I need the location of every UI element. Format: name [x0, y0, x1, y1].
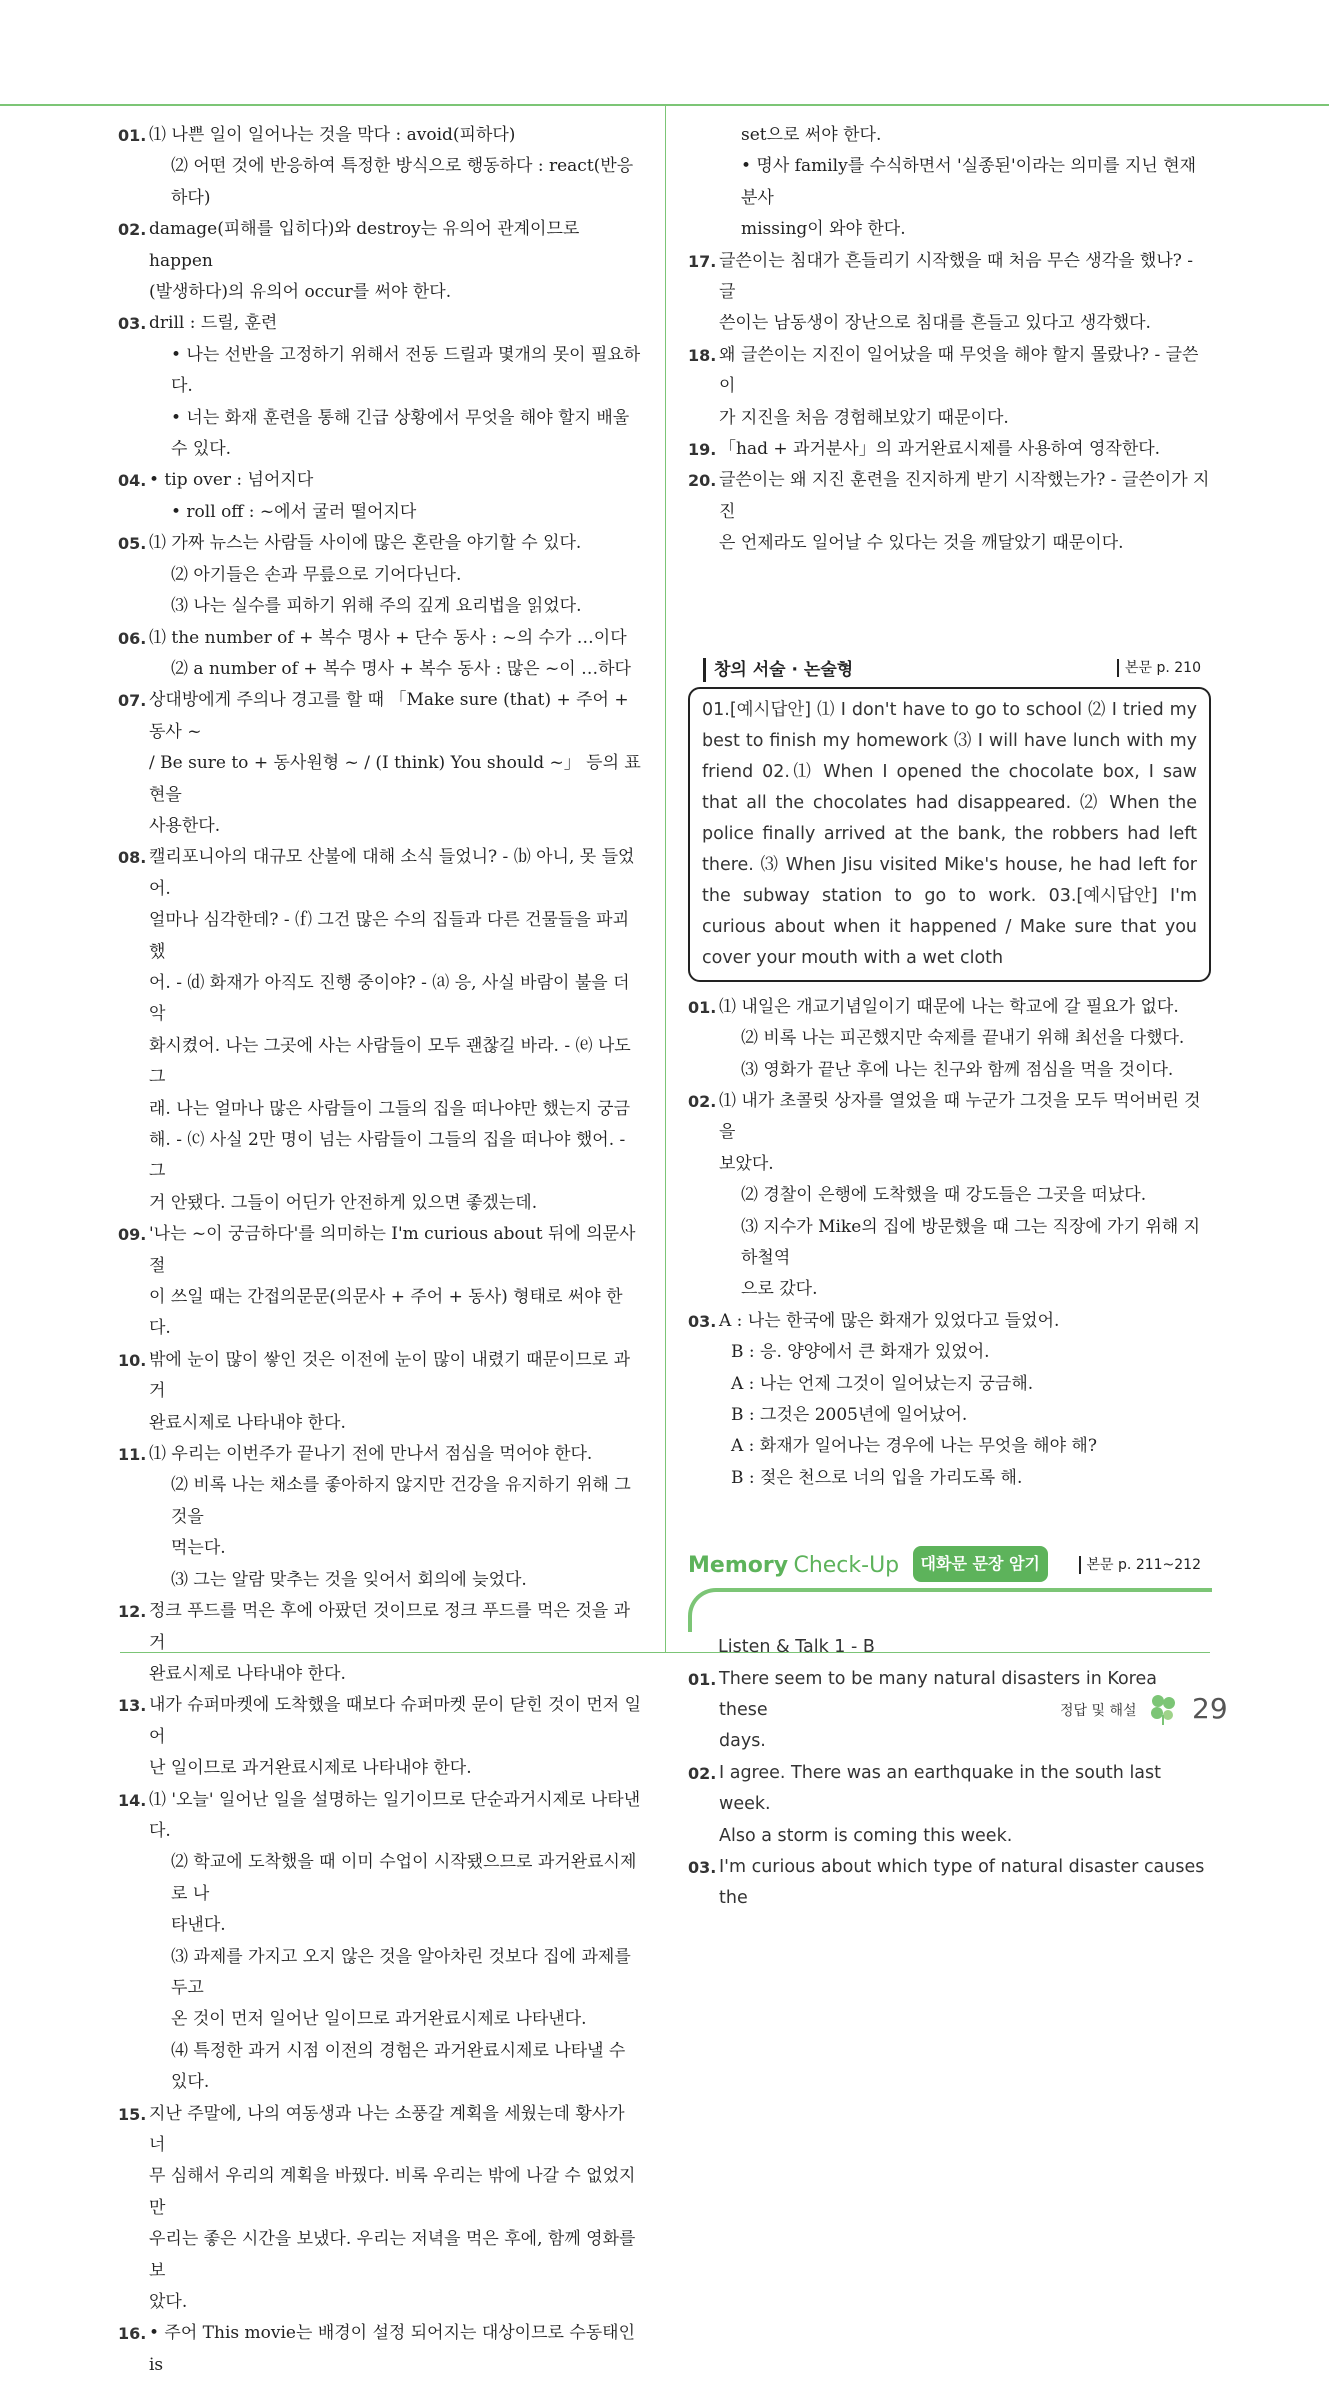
answer-line: missing이 와야 한다.: [741, 219, 906, 240]
answer-item: [118, 2318, 643, 2381]
answer-line: ⑴ the number of + 복수 명사 + 단수 동사 : ~의 수가 …이다: [149, 627, 627, 648]
page-number: 29: [1192, 1692, 1228, 1725]
answer-line: ⑴ 우리는 이번주가 끝나기 전에 만나서 점심을 먹어야 한다.: [149, 1444, 593, 1465]
answer-number: 02.: [688, 1763, 717, 1783]
answer-line: 「had + 과거분사」의 과거완료시제를 사용하여 영작한다.: [719, 439, 1161, 460]
answer-line: set으로 써야 한다.: [741, 125, 882, 145]
answer-line: 먹는다.: [171, 1538, 226, 1559]
answer-line: I'm curious about which type of natural disaster causes the: [719, 1857, 1205, 1909]
answer-line: 우리는 좋은 시간을 보냈다. 우리는 저녁을 먹은 후에, 함께 영화를 보: [149, 2229, 636, 2281]
answer-item: [118, 685, 643, 842]
answer-item: [118, 1345, 643, 1439]
answer-line: ⑷ 특정한 과거 시점 이전의 경험은 과거완료시제로 나타낼 수 있다.: [171, 2040, 626, 2093]
answer-item: [688, 1463, 1211, 1494]
answer-line: 밖에 눈이 많이 쌓인 것은 이전에 눈이 많이 내렸기 때문이므로 과거: [149, 1349, 631, 1402]
answer-item: [118, 308, 643, 339]
answer-item: [118, 1942, 643, 2036]
answer-number: 14.: [118, 1790, 147, 1810]
answer-line: 해. - ⒞ 사실 2만 명이 넘는 사람들이 그들의 집을 떠나야 했어. - 그: [149, 1130, 626, 1182]
answer-line: 이 쓰일 때는 간접의문문(의문사 + 주어 + 동사) 형태로 써야 한다.: [149, 1287, 623, 1339]
answer-number: 01.: [118, 126, 147, 145]
answer-item: [688, 340, 1211, 434]
answer-line: days.: [719, 1731, 766, 1752]
answer-item: [688, 120, 1211, 151]
answer-item: [118, 1565, 643, 1596]
answer-number: 03.: [688, 1311, 717, 1331]
answer-line: • 명사 family를 수식하면서 '실종된'이라는 의미를 지닌 현재분사: [741, 156, 1197, 208]
answer-line: ⑵ 아기들은 손과 무릎으로 기어다닌다.: [171, 564, 462, 585]
right-top-answers: [688, 120, 1211, 560]
writing-section-header: [688, 655, 1211, 685]
memory-checkup: Check-Up: [793, 1553, 900, 1579]
memory-subtitle: Listen & Talk 1 - B: [718, 1637, 875, 1658]
answer-item: [688, 992, 1211, 1023]
answer-line: 무 심해서 우리의 계획을 바꿨다. 비록 우리는 밖에 나갈 수 없었지만: [149, 2166, 636, 2218]
answer-item: [118, 214, 643, 308]
answer-item: [118, 2099, 643, 2319]
answer-line: There seem to be many natural disasters in Korea these: [719, 1668, 1157, 1720]
answer-number: 15.: [118, 2104, 147, 2124]
answer-item: [688, 434, 1211, 465]
answer-line: 상대방에게 주의나 경고를 할 때 「Make sure (that) + 주어 + 동사 ~: [149, 690, 629, 742]
answer-line: 글쓴이는 왜 지진 훈련을 진지하게 받기 시작했는가? - 글쓴이가 지진: [719, 470, 1210, 522]
answer-line: B : 그것은 2005년에 일어났어.: [731, 1404, 968, 1425]
answer-item: [688, 1852, 1211, 1915]
answer-line: ⑵ 학교에 도착했을 때 이미 수업이 시작됐으므로 과거완료시제로 나: [171, 1852, 637, 1904]
answer-line: 타낸다.: [171, 1915, 226, 1936]
answer-item: [118, 654, 643, 685]
column-divider: [665, 106, 666, 1652]
answer-line: 래. 나는 얼마나 많은 사람들이 그들의 집을 떠나야만 했는지 궁금: [149, 1098, 631, 1119]
answer-item: [118, 842, 643, 1219]
answer-item: [118, 528, 643, 559]
answer-line: ⑶ 영화가 끝난 후에 나는 친구와 함께 점심을 먹을 것이다.: [741, 1059, 1174, 1080]
answer-line: 지난 주말에, 나의 여동생과 나는 소풍갈 계획을 세웠는데 황사가 너: [149, 2103, 625, 2155]
answer-number: 01.: [688, 997, 717, 1017]
answer-item: [118, 1439, 643, 1470]
answer-line: ⑴ 내가 초콜릿 상자를 열었을 때 누군가 그것을 모두 먹어버린 것을: [719, 1090, 1201, 1143]
answer-line: B : 응. 양양에서 큰 화재가 있었어.: [731, 1342, 990, 1363]
answer-item: [688, 1306, 1211, 1337]
answer-number: 03.: [118, 314, 147, 334]
answer-number: 09.: [118, 1225, 147, 1245]
answer-line: 얼마나 심각한데? - ⒡ 그건 많은 수의 집들과 다른 건물들을 파괴했: [149, 910, 630, 962]
answer-line: ⑵ 경찰이 은행에 도착했을 때 강도들은 그곳을 떠났다.: [741, 1185, 1147, 1206]
memory-word: Memory: [688, 1553, 789, 1579]
answer-item: [118, 1596, 643, 1690]
answer-line: / Be sure to + 동사원형 ~ / (I think) You should ~」 등의 표현을: [149, 753, 641, 805]
answer-line: drill : 드릴, 훈련: [149, 313, 278, 334]
answer-line: 글쓴이는 침대가 흔들리기 시작했을 때 처음 무슨 생각을 했나? - 글: [719, 250, 1194, 303]
answer-line: ⑵ 비록 나는 채소를 좋아하지 않지만 건강을 유지하기 위해 그것을: [171, 1475, 631, 1527]
answer-line: 정크 푸드를 먹은 후에 아팠던 것이므로 정크 푸드를 먹은 것을 과거: [149, 1601, 631, 1653]
answer-line: ⑴ 내일은 개교기념일이기 때문에 나는 학교에 갈 필요가 없다.: [719, 996, 1179, 1017]
answer-item: [688, 1086, 1211, 1180]
answer-item: [118, 120, 643, 151]
answer-line: ⑴ '오늘' 일어난 일을 설명하는 일기이므로 단순과거시제로 나타낸: [149, 1789, 641, 1810]
answer-line: 캘리포니아의 대규모 산불에 대해 소식 들었니? - ⒝ 아니, 못 들었어.: [149, 847, 635, 899]
answer-number: 03.: [688, 1858, 717, 1878]
answer-line: ⑶ 지수가 Mike의 집에 방문했을 때 그는 직장에 가기 위해 지하철역: [741, 1216, 1201, 1268]
answer-item: [688, 465, 1211, 559]
answer-item: [688, 1431, 1211, 1462]
footer-label: 정답 및 해설: [1060, 1703, 1137, 1719]
answer-line: • 너는 화재 훈련을 통해 긴급 상황에서 무엇을 해야 할지 배울 수 있다.: [171, 407, 630, 460]
answer-number: 16.: [118, 2324, 147, 2344]
answer-line: • 나는 선반을 고정하기 위해서 전동 드릴과 몇개의 못이 필요하다.: [171, 344, 641, 397]
answer-line: 온 것이 먼저 일어난 일이므로 과거완료시제로 나타낸다.: [171, 2009, 587, 2030]
answer-item: [118, 591, 643, 622]
answer-line: 보았다.: [719, 1153, 774, 1174]
answer-number: 08.: [118, 848, 147, 868]
clover-icon: [1148, 1693, 1178, 1731]
answer-line: 완료시제로 나타내야 한다.: [149, 1663, 346, 1684]
writing-answer-box: 01.[예시답안] ⑴ I don't have to go to school ⑵ I tried my best to finish my homework ⑶ I will have lunch with my friend 02.⑴ When I opened the chocolate box, I saw that all the chocolates had disappeared. ⑵ When the police finally arrived at the bank, the robbers had left there. ⑶ When Jisu visited Mike's house, he had left for the subway station to go to work. 03.[예시답안] I'm curious about when it happened / Make sure that you cover your mouth with a wet cloth: [688, 687, 1211, 982]
answer-line: ⑵ a number of + 복수 명사 + 복수 동사 : 많은 ~이 …하다: [171, 658, 631, 679]
answer-line: '나는 ~이 궁금하다'를 의미하는 I'm curious about 뒤에 의문사 절: [149, 1224, 636, 1276]
answer-line: ⑶ 과제를 가지고 오지 않은 것을 알아차린 것보다 집에 과제를 두고: [171, 1946, 631, 1998]
answer-line: • 주어 This movie는 배경이 설정 되어지는 대상이므로 수동태인 is: [149, 2323, 636, 2375]
answer-item: [118, 340, 643, 403]
answer-number: 11.: [118, 1445, 147, 1465]
answer-item: [118, 497, 643, 528]
answer-item: [688, 1055, 1211, 1086]
answer-item: [118, 1690, 643, 1784]
answer-line: B : 젖은 천으로 너의 입을 가리도록 해.: [731, 1467, 1023, 1488]
answer-line: A : 나는 한국에 많은 화재가 있었다고 들었어.: [719, 1310, 1060, 1331]
answer-item: [118, 465, 643, 496]
answer-number: 06.: [118, 628, 147, 648]
answer-item: [118, 1219, 643, 1345]
answer-item: [688, 1369, 1211, 1400]
answer-item: [688, 1023, 1211, 1054]
answer-number: 19.: [688, 440, 717, 460]
right-column: [688, 120, 1211, 1915]
answer-line: 내가 슈퍼마켓에 도착했을 때보다 슈퍼마켓 문이 닫힌 것이 먼저 일어: [149, 1695, 642, 1747]
answer-line: Also a storm is coming this week.: [719, 1825, 1013, 1846]
memory-badge: 대화문 문장 암기: [913, 1546, 1048, 1581]
answer-line: ⑵ 어떤 것에 반응하여 특정한 방식으로 행동하다 : react(반응하다): [171, 156, 634, 208]
writing-section-ref: 본문 p. 210: [1117, 659, 1201, 677]
answer-line: 어. - ⒟ 화재가 아직도 진행 중이야? - ⒜ 응, 사실 바람이 불을 더 악: [149, 972, 630, 1025]
writing-section-title: 창의 서술 · 논술형: [703, 658, 861, 682]
answer-number: 07.: [118, 691, 147, 711]
answer-number: 02.: [118, 220, 147, 240]
answer-line: A : 나는 언제 그것이 일어났는지 궁금해.: [731, 1373, 1034, 1394]
answer-item: [118, 151, 643, 214]
answer-item: [688, 1337, 1211, 1368]
answer-line: I agree. There was an earthquake in the south last week.: [719, 1762, 1162, 1815]
answer-line: 완료시제로 나타내야 한다.: [149, 1412, 346, 1433]
memory-curve-decoration: [688, 1588, 1212, 1632]
answer-number: 18.: [688, 345, 717, 365]
answer-line: 았다.: [149, 2292, 188, 2313]
answer-number: 01.: [688, 1669, 717, 1689]
answer-number: 13.: [118, 1696, 147, 1716]
answer-item: [118, 1470, 643, 1564]
answer-line: ⑶ 그는 알람 맞추는 것을 잊어서 회의에 늦었다.: [171, 1569, 527, 1590]
answer-line: 사용한다.: [149, 815, 221, 836]
answer-number: 20.: [688, 471, 717, 491]
answer-line: ⑴ 나쁜 일이 일어나는 것을 막다 : avoid(피하다): [149, 125, 516, 145]
answer-line: 왜 글쓴이는 지진이 일어났을 때 무엇을 해야 할지 몰랐나? - 글쓴이: [719, 344, 1199, 397]
answer-number: 05.: [118, 534, 147, 554]
answer-line: 난 일이므로 과거완료시제로 나타내야 한다.: [149, 1758, 472, 1779]
memory-ref: 본문 p. 211~212: [1079, 1556, 1201, 1574]
answer-item: [688, 1180, 1211, 1211]
answer-line: 가 지진을 처음 경험해보았기 때문이다.: [719, 407, 1009, 428]
answer-line: damage(피해를 입히다)와 destroy는 유의어 관계이므로 happen: [149, 219, 580, 271]
answer-number: 12.: [118, 1602, 147, 1622]
answer-line: A : 화재가 일어나는 경우에 나는 무엇을 해야 해?: [731, 1436, 1097, 1457]
answer-line: ⑵ 비록 나는 피곤했지만 숙제를 끝내기 위해 최선을 다했다.: [741, 1028, 1185, 1049]
answer-item: [688, 151, 1211, 245]
answer-item: [118, 2036, 643, 2099]
right-bottom-answers: [688, 992, 1211, 1495]
answer-line: 화시켰어. 나는 그곳에 사는 사람들이 모두 괜찮길 바라. - ⒠ 나도 그: [149, 1035, 631, 1088]
memory-header: [688, 1546, 1211, 1586]
answer-number: 04.: [118, 471, 147, 491]
answer-item: [118, 1785, 643, 1848]
answer-item: [118, 623, 643, 654]
answer-line: 쓴이는 남동생이 장난으로 침대를 흔들고 있다고 생각했다.: [719, 313, 1151, 334]
answer-line: • roll off : ~에서 굴러 떨어지다: [171, 501, 417, 522]
answer-line: 은 언제라도 일어날 수 있다는 것을 깨달았기 때문이다.: [719, 533, 1124, 554]
answer-line: ⑴ 가짜 뉴스는 사람들 사이에 많은 혼란을 야기할 수 있다.: [149, 533, 582, 554]
left-column: [118, 120, 643, 2381]
answer-line: 다.: [149, 1820, 171, 1841]
answer-number: 10.: [118, 1350, 147, 1370]
answer-item: [688, 246, 1211, 340]
answer-number: 02.: [688, 1091, 717, 1111]
answer-number: 17.: [688, 251, 717, 271]
answer-item: [118, 403, 643, 466]
answer-line: 으로 갔다.: [741, 1279, 818, 1300]
answer-line: ⑶ 나는 실수를 피하기 위해 주의 깊게 요리법을 읽었다.: [171, 596, 582, 617]
answer-item: [118, 560, 643, 591]
answer-item: [118, 1847, 643, 1941]
answer-line: 거 안됐다. 그들이 어딘가 안전하게 있으면 좋겠는데.: [149, 1192, 538, 1213]
answer-item: [688, 1212, 1211, 1306]
answer-item: [688, 1400, 1211, 1431]
answer-line: • tip over : 넘어지다: [149, 470, 314, 491]
answer-line: (발생하다)의 유의어 occur를 써야 한다.: [149, 282, 452, 303]
